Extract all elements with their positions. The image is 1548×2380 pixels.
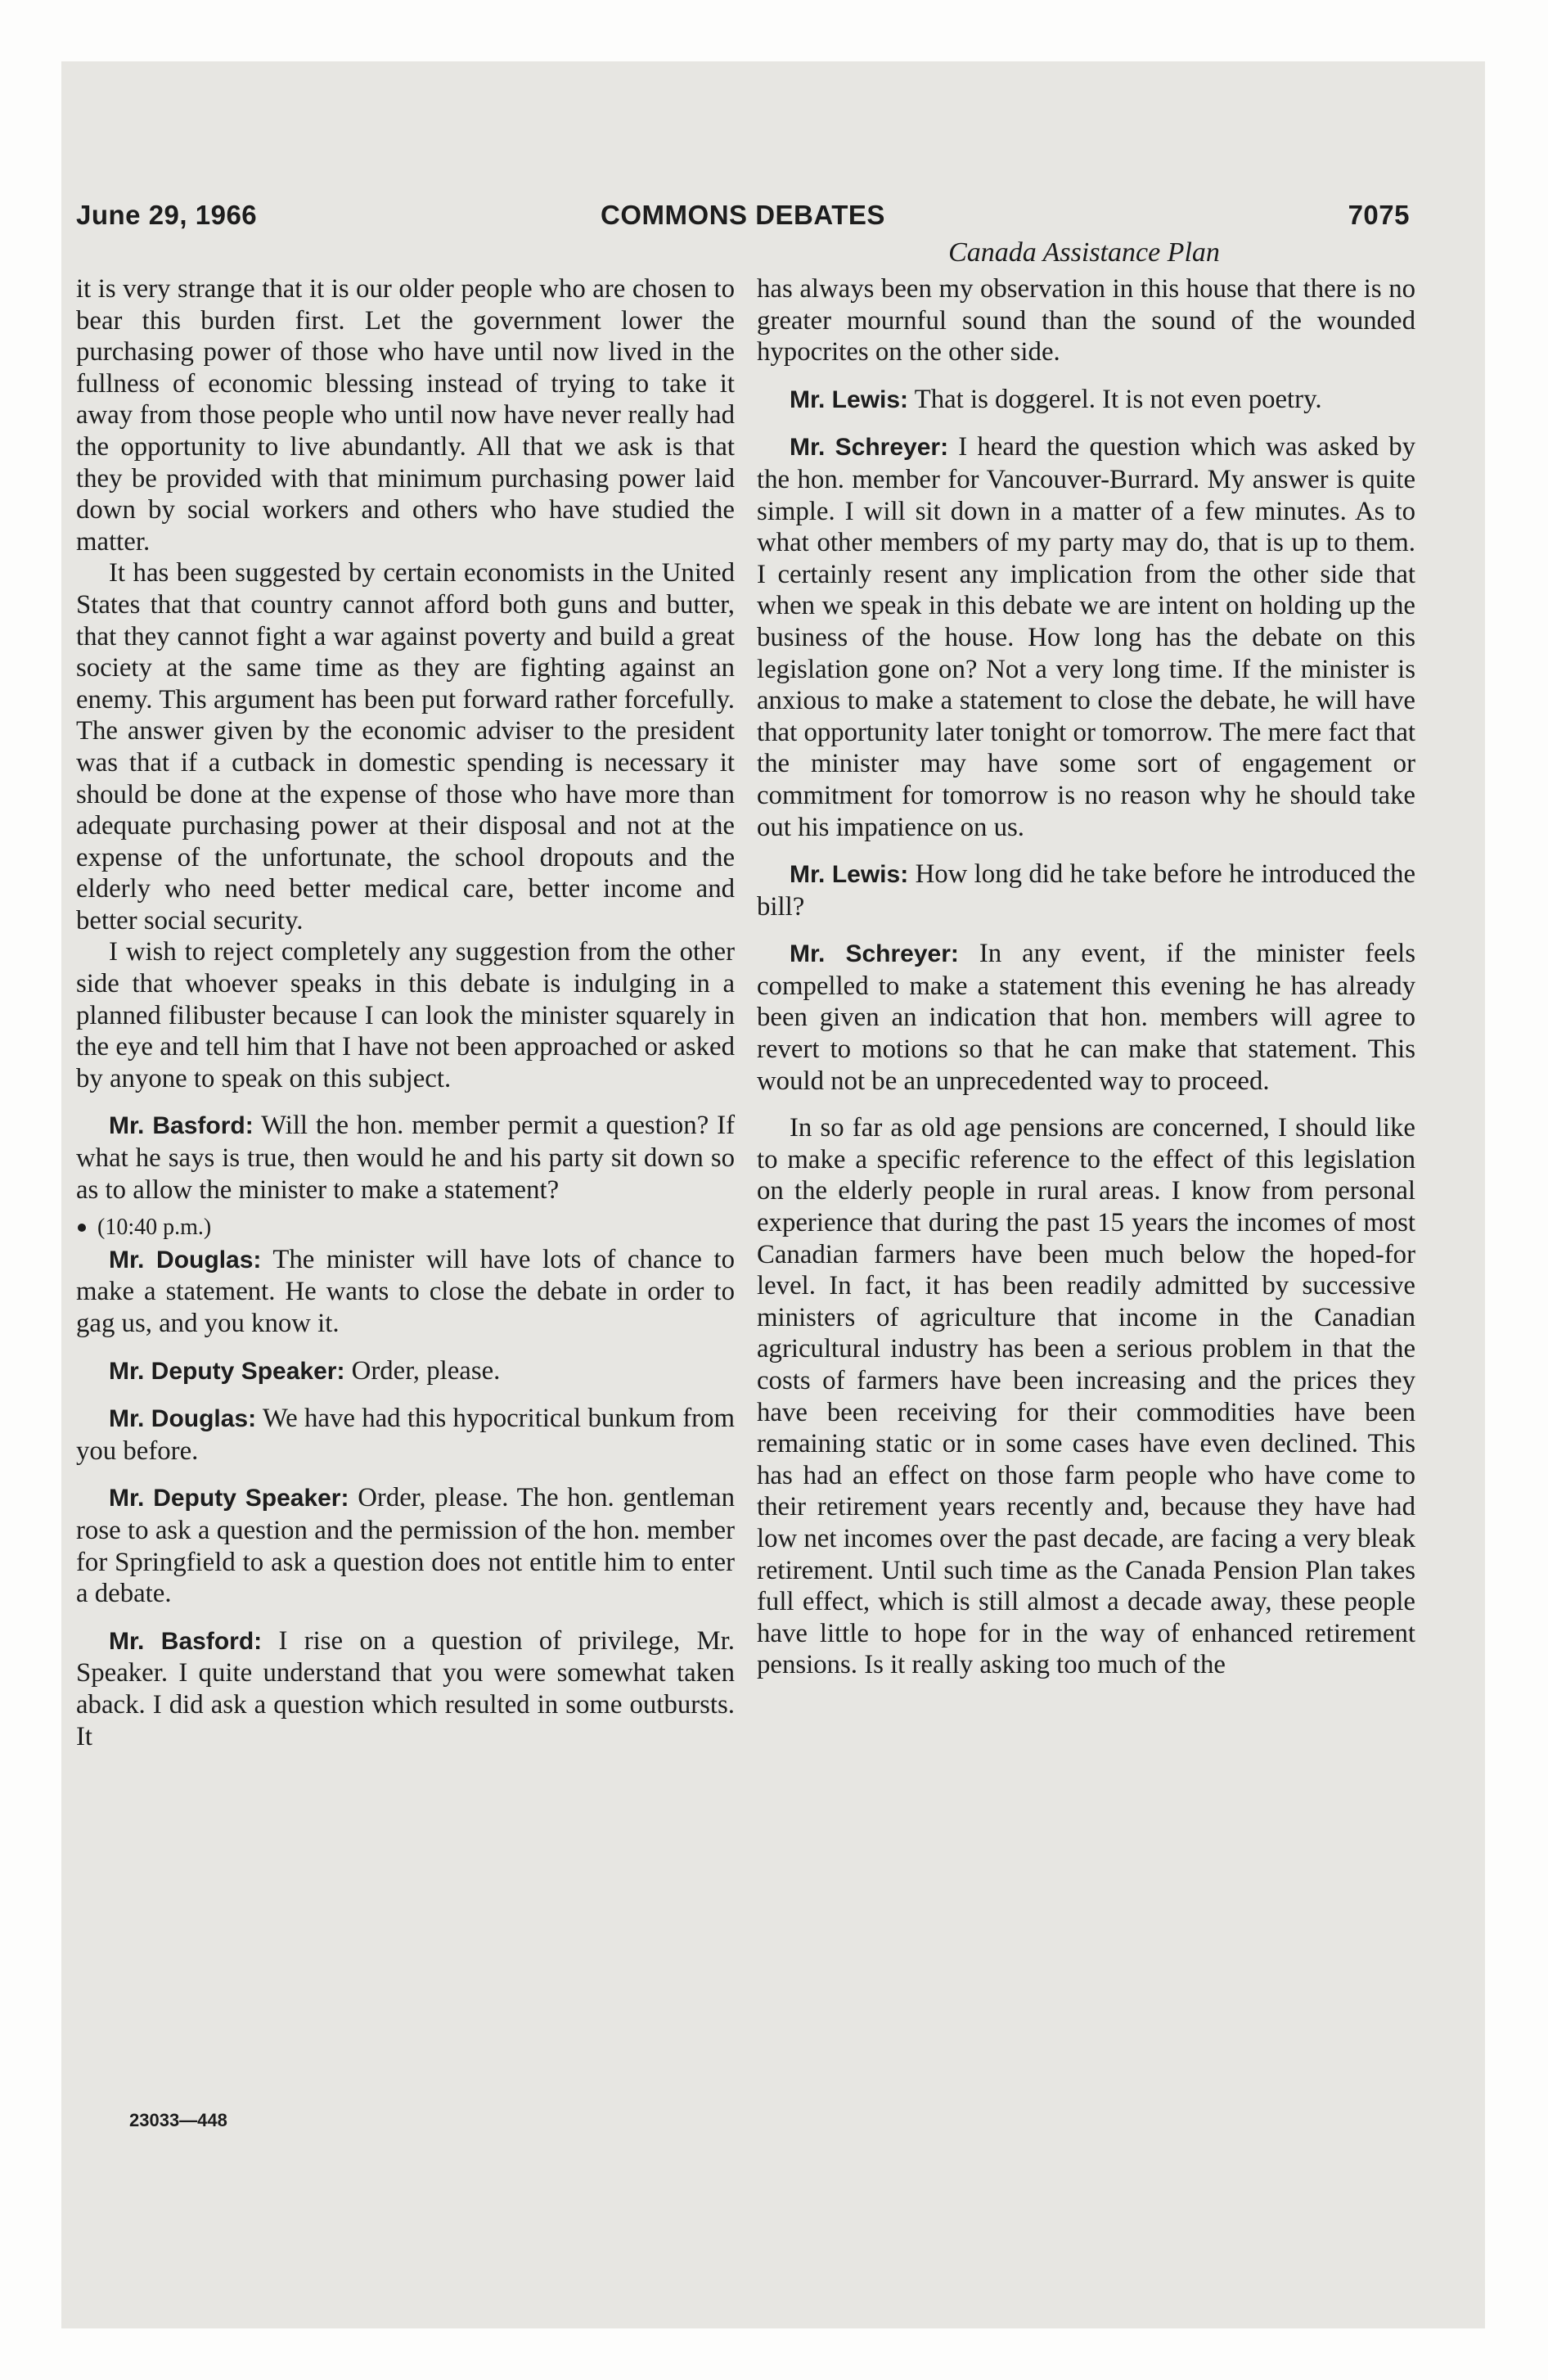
speaker-name: Mr. Deputy Speaker: [109, 1357, 345, 1385]
footer-code: 23033—448 [129, 2110, 227, 2130]
page-number: 7075 [1348, 200, 1410, 230]
speaker-name: Mr. Douglas: [109, 1405, 257, 1433]
page-header [76, 200, 1410, 239]
speech-paragraph [76, 1355, 735, 1388]
speaker-name: Mr. Schreyer: [790, 940, 959, 968]
speech-paragraph [76, 1244, 735, 1340]
speaker-name: Mr. Deputy Speaker: [109, 1485, 349, 1512]
speech-paragraph [757, 938, 1415, 1097]
speech-text: In any event, if the minister feels compelled to make a statement this evening he has already been given an indication that hon. members will agree to revert to motions so that he can make that statement. This would not be an unprecedented way to proceed. [757, 939, 1415, 1096]
speech-paragraph [757, 431, 1415, 843]
speech-text: The minister will have lots of chance to make a statement. He wants to close the debate in order to gag us, and you know it. [76, 1244, 736, 1338]
speaker-name: Mr. Schreyer: [790, 434, 949, 462]
paragraph: It has been suggested by certain economists in the United States that that country cannot afford both guns and butter, that they cannot fight a war against poverty and build a great society at the same time as they are fighting against an enemy. This argument has been put forward rather forcefully. The answer given by the economic adviser to the president was that if a cutback in domestic spending is necessary it should be done at the expense of those who have more than adequate purchasing power at their disposal and not at the expense of the unfortunate, the school dropouts and the elderly who need better medical care, better income and better social security. [76, 558, 735, 935]
speech-text: We have had this hypocritical bunkum from you before. [76, 1404, 735, 1466]
speech-text: Will the hon. member permit a question? If what he says is true, then would he and his party sit down so as to allow the minister to make a statement? [76, 1111, 736, 1205]
speech-text: Order, please. The hon. gentleman rose to ask a question and the permission of the hon. member for Springfield to ask a question does not entitle him to enter a debate. [76, 1483, 736, 1609]
speech-paragraph [757, 859, 1415, 922]
speech-paragraph [76, 1110, 735, 1206]
speaker-name: Mr. Lewis: [790, 385, 909, 413]
header-title: COMMONS DEBATES [601, 200, 885, 230]
speaker-name: Mr. Lewis: [790, 861, 909, 889]
left-column [76, 273, 735, 1752]
speech-paragraph [76, 1403, 735, 1467]
paragraph: In so far as old age pensions are concerned, I should like to make a specific reference to the effect of this legislation on the elderly people in rural areas. I know from personal experience that during the past 15 years the incomes of most Canadian farmers have been much below the hoped-for level. In fact, it has been readily admitted by successive ministers of agriculture that income in the Canadian agricultural industry has been a serious problem in that the costs of farmers have been increasing and the prices they have been receiving for their commodities have been remaining static or in some cases have even declined. This has had an effect on those farm people who have come to their retirement years recently and, because they have had low net incomes over the past decade, are facing a very bleak retirement. Until such time as the Canada Pension Plan takes full effect, which is still almost a decade away, these people have little to hope for in the way of enhanced retirement pensions. Is it really asking too much of the [757, 1113, 1415, 1680]
speech-paragraph [76, 1625, 735, 1752]
speech-text: That is doggerel. It is not even poetry. [914, 384, 1322, 414]
paragraph: it is very strange that it is our older people who are chosen to bear this burden first. Let the government lower the purchasing power of those who have until now lived in the fullness of economic blessing instead of trying to take it away from those people who until now have never really had the opportunity to live abundantly. All that we ask is that they be provided with that minimum purchasing power laid down by social workers and others who have studied the matter. [76, 274, 735, 557]
bullet-icon [78, 1224, 86, 1232]
paragraph: has always been my observation in this house that there is no greater mournful sound than the sound of the wounded hypocrites on the other side. [757, 274, 1415, 367]
time-marker [76, 1212, 735, 1244]
speaker-name: Mr. Basford: [109, 1112, 254, 1140]
speech-text: How long did he take before he introduced the bill? [757, 859, 1415, 922]
speech-paragraph [76, 1482, 735, 1609]
time-text: (10:40 p.m.) [97, 1215, 212, 1241]
speech-paragraph [757, 384, 1415, 417]
speaker-name: Mr. Basford: [109, 1627, 263, 1655]
paragraph: I wish to reject completely any suggestion from the other side that whoever speaks in this debate is indulging in a planned filibuster because I can look the minister squarely in the eye and tell him that I have not been approached or asked by anyone to speak on this subject. [76, 937, 735, 1093]
speech-text: Order, please. [351, 1355, 501, 1386]
right-column [757, 273, 1415, 1681]
speech-text: I heard the question which was asked by the hon. member for Vancouver-Burrard. My answer is quite simple. I will sit down in a matter of a few minutes. As to what other members of my party may do, that is up to them. I certainly resent any implication from the other side that when we speak in this debate we are intent on holding up the business of the house. How long has the debate on this legislation gone on? Not a very long time. If the minister is anxious to make a statement to close the debate, he will have that opportunity later tonight or tomorrow. The mere fact that the minister may have some sort of engagement or commitment for tomorrow is no reason why he should take out his impatience on us. [757, 432, 1415, 842]
speaker-name: Mr. Douglas: [109, 1246, 262, 1273]
subject-heading: Canada Assistance Plan [948, 237, 1220, 268]
header-date: June 29, 1966 [76, 200, 258, 230]
speech-text: I rise on a question of privilege, Mr. Speaker. I quite understand that you were somewhat taken aback. I did ask a question which resulted in some outbursts. It [76, 1625, 735, 1751]
